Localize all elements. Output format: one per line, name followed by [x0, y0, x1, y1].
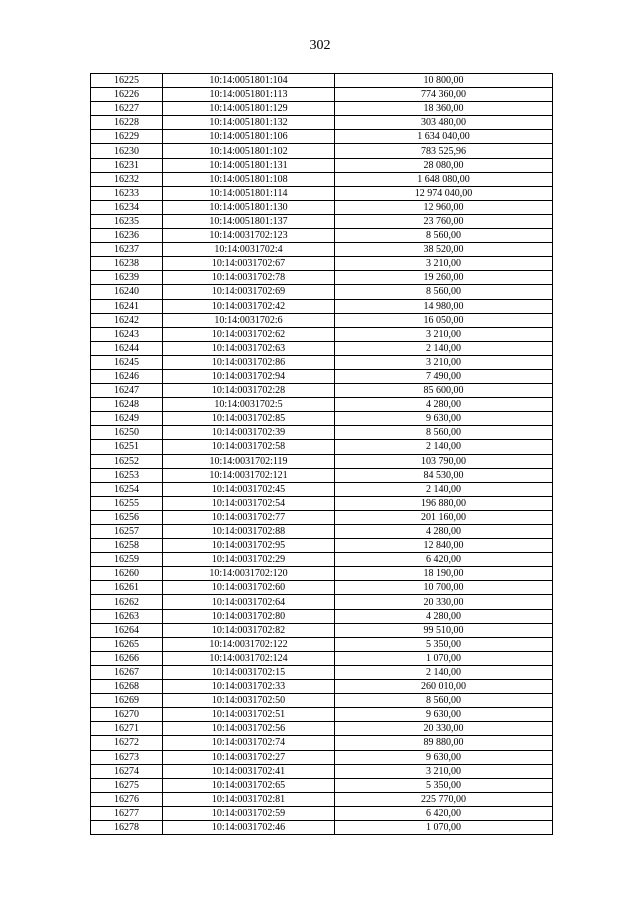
table-row: [91, 398, 553, 412]
cadastral-value-cell: 12 974 040,00: [335, 186, 553, 200]
cadastral-number-cell: 10:14:0031702:60: [163, 581, 335, 595]
row-number-cell: 16262: [91, 595, 163, 609]
cadastral-value-cell: 14 980,00: [335, 299, 553, 313]
cadastral-value-cell: 3 210,00: [335, 257, 553, 271]
row-number-cell: 16263: [91, 609, 163, 623]
table-row: [91, 172, 553, 186]
table-row: [91, 609, 553, 623]
table-row: [91, 736, 553, 750]
row-number-cell: 16227: [91, 102, 163, 116]
cadastral-number-cell: 10:14:0031702:82: [163, 623, 335, 637]
cadastral-value-cell: 9 630,00: [335, 750, 553, 764]
cadastral-number-cell: 10:14:0031702:46: [163, 820, 335, 834]
cadastral-number-cell: 10:14:0031702:6: [163, 313, 335, 327]
cadastral-number-cell: 10:14:0031702:123: [163, 229, 335, 243]
row-number-cell: 16252: [91, 454, 163, 468]
cadastral-number-cell: 10:14:0031702:86: [163, 355, 335, 369]
cadastral-number-cell: 10:14:0031702:33: [163, 680, 335, 694]
cadastral-number-cell: 10:14:0031702:41: [163, 764, 335, 778]
table-row: [91, 553, 553, 567]
table-row: [91, 665, 553, 679]
cadastral-value-cell: 303 480,00: [335, 116, 553, 130]
table-row: [91, 355, 553, 369]
cadastral-value-cell: 1 634 040,00: [335, 130, 553, 144]
cadastral-value-cell: 10 800,00: [335, 74, 553, 88]
cadastral-number-cell: 10:14:0031702:59: [163, 806, 335, 820]
row-number-cell: 16254: [91, 482, 163, 496]
cadastral-number-cell: 10:14:0031702:62: [163, 327, 335, 341]
table-row: [91, 510, 553, 524]
table-row: [91, 595, 553, 609]
table-row: [91, 778, 553, 792]
row-number-cell: 16267: [91, 665, 163, 679]
cadastral-number-cell: 10:14:0031702:58: [163, 440, 335, 454]
cadastral-number-cell: 10:14:0031702:65: [163, 778, 335, 792]
table-row: [91, 102, 553, 116]
row-number-cell: 16242: [91, 313, 163, 327]
cadastral-value-cell: 103 790,00: [335, 454, 553, 468]
table-row: [91, 496, 553, 510]
row-number-cell: 16233: [91, 186, 163, 200]
row-number-cell: 16270: [91, 708, 163, 722]
row-number-cell: 16250: [91, 426, 163, 440]
cadastral-value-cell: 20 330,00: [335, 595, 553, 609]
row-number-cell: 16231: [91, 158, 163, 172]
cadastral-number-cell: 10:14:0051801:102: [163, 144, 335, 158]
row-number-cell: 16228: [91, 116, 163, 130]
row-number-cell: 16236: [91, 229, 163, 243]
cadastral-number-cell: 10:14:0031702:77: [163, 510, 335, 524]
cadastral-number-cell: 10:14:0031702:67: [163, 257, 335, 271]
table-row: [91, 88, 553, 102]
row-number-cell: 16248: [91, 398, 163, 412]
cadastral-value-cell: 19 260,00: [335, 271, 553, 285]
cadastral-value-cell: 3 210,00: [335, 355, 553, 369]
cadastral-number-cell: 10:14:0031702:39: [163, 426, 335, 440]
cadastral-value-cell: 18 360,00: [335, 102, 553, 116]
table-row: [91, 708, 553, 722]
cadastral-value-cell: 38 520,00: [335, 243, 553, 257]
cadastral-number-cell: 10:14:0031702:63: [163, 341, 335, 355]
table-row: [91, 313, 553, 327]
row-number-cell: 16232: [91, 172, 163, 186]
table-row: [91, 792, 553, 806]
table-row: [91, 158, 553, 172]
table-row: [91, 341, 553, 355]
row-number-cell: 16258: [91, 539, 163, 553]
table-row: [91, 257, 553, 271]
cadastral-value-cell: 4 280,00: [335, 609, 553, 623]
row-number-cell: 16241: [91, 299, 163, 313]
cadastral-value-cell: 12 960,00: [335, 200, 553, 214]
row-number-cell: 16229: [91, 130, 163, 144]
cadastral-number-cell: 10:14:0031702:94: [163, 369, 335, 383]
cadastral-number-cell: 10:14:0031702:45: [163, 482, 335, 496]
cadastral-number-cell: 10:14:0051801:106: [163, 130, 335, 144]
row-number-cell: 16269: [91, 694, 163, 708]
row-number-cell: 16238: [91, 257, 163, 271]
row-number-cell: 16237: [91, 243, 163, 257]
cadastral-number-cell: 10:14:0051801:130: [163, 200, 335, 214]
table-row: [91, 722, 553, 736]
cadastral-value-cell: 225 770,00: [335, 792, 553, 806]
cadastral-number-cell: 10:14:0031702:42: [163, 299, 335, 313]
cadastral-number-cell: 10:14:0031702:124: [163, 651, 335, 665]
row-number-cell: 16244: [91, 341, 163, 355]
cadastral-value-cell: 23 760,00: [335, 214, 553, 228]
cadastral-value-cell: 9 630,00: [335, 708, 553, 722]
cadastral-value-cell: 260 010,00: [335, 680, 553, 694]
cadastral-value-cell: 99 510,00: [335, 623, 553, 637]
row-number-cell: 16259: [91, 553, 163, 567]
table-row: [91, 285, 553, 299]
cadastral-number-cell: 10:14:0051801:108: [163, 172, 335, 186]
table-row: [91, 567, 553, 581]
cadastral-value-cell: 201 160,00: [335, 510, 553, 524]
row-number-cell: 16273: [91, 750, 163, 764]
table-row: [91, 581, 553, 595]
row-number-cell: 16246: [91, 369, 163, 383]
cadastral-number-cell: 10:14:0031702:69: [163, 285, 335, 299]
table-row: [91, 637, 553, 651]
table-row: [91, 750, 553, 764]
cadastral-value-cell: 1 070,00: [335, 820, 553, 834]
row-number-cell: 16249: [91, 412, 163, 426]
row-number-cell: 16266: [91, 651, 163, 665]
row-number-cell: 16261: [91, 581, 163, 595]
table-row: [91, 130, 553, 144]
cadastral-number-cell: 10:14:0051801:137: [163, 214, 335, 228]
cadastral-value-cell: 12 840,00: [335, 539, 553, 553]
row-number-cell: 16260: [91, 567, 163, 581]
cadastral-number-cell: 10:14:0031702:50: [163, 694, 335, 708]
cadastral-value-cell: 28 080,00: [335, 158, 553, 172]
row-number-cell: 16247: [91, 384, 163, 398]
cadastral-number-cell: 10:14:0031702:4: [163, 243, 335, 257]
cadastral-number-cell: 10:14:0031702:85: [163, 412, 335, 426]
cadastral-value-cell: 20 330,00: [335, 722, 553, 736]
table-row: [91, 539, 553, 553]
table-row: [91, 271, 553, 285]
row-number-cell: 16234: [91, 200, 163, 214]
table-row: [91, 525, 553, 539]
cadastral-number-cell: 10:14:0031702:120: [163, 567, 335, 581]
row-number-cell: 16245: [91, 355, 163, 369]
row-number-cell: 16276: [91, 792, 163, 806]
row-number-cell: 16251: [91, 440, 163, 454]
row-number-cell: 16239: [91, 271, 163, 285]
cadastral-value-cell: 2 140,00: [335, 341, 553, 355]
cadastral-number-cell: 10:14:0031702:80: [163, 609, 335, 623]
table-row: [91, 116, 553, 130]
cadastral-value-cell: 89 880,00: [335, 736, 553, 750]
table-row: [91, 806, 553, 820]
cadastral-number-cell: 10:14:0051801:104: [163, 74, 335, 88]
cadastral-value-cell: 8 560,00: [335, 229, 553, 243]
cadastral-number-cell: 10:14:0031702:88: [163, 525, 335, 539]
table-row: [91, 214, 553, 228]
cadastral-number-cell: 10:14:0031702:54: [163, 496, 335, 510]
table-row: [91, 680, 553, 694]
cadastral-value-cell: 3 210,00: [335, 764, 553, 778]
cadastral-number-cell: 10:14:0031702:29: [163, 553, 335, 567]
cadastral-value-table: [90, 73, 553, 835]
cadastral-value-cell: 783 525,96: [335, 144, 553, 158]
table-row: [91, 327, 553, 341]
cadastral-value-cell: 6 420,00: [335, 806, 553, 820]
row-number-cell: 16274: [91, 764, 163, 778]
cadastral-value-cell: 8 560,00: [335, 694, 553, 708]
cadastral-number-cell: 10:14:0031702:5: [163, 398, 335, 412]
cadastral-value-cell: 18 190,00: [335, 567, 553, 581]
cadastral-value-cell: 2 140,00: [335, 482, 553, 496]
cadastral-value-cell: 3 210,00: [335, 327, 553, 341]
table-row: [91, 369, 553, 383]
table-body: [91, 74, 553, 835]
cadastral-value-cell: 2 140,00: [335, 440, 553, 454]
cadastral-value-cell: 8 560,00: [335, 426, 553, 440]
row-number-cell: 16243: [91, 327, 163, 341]
row-number-cell: 16255: [91, 496, 163, 510]
cadastral-number-cell: 10:14:0031702:74: [163, 736, 335, 750]
row-number-cell: 16272: [91, 736, 163, 750]
table-row: [91, 651, 553, 665]
row-number-cell: 16257: [91, 525, 163, 539]
row-number-cell: 16268: [91, 680, 163, 694]
page-number: 302: [309, 38, 331, 53]
table-row: [91, 412, 553, 426]
cadastral-value-cell: 2 140,00: [335, 665, 553, 679]
cadastral-value-cell: 10 700,00: [335, 581, 553, 595]
row-number-cell: 16275: [91, 778, 163, 792]
row-number-cell: 16265: [91, 637, 163, 651]
cadastral-value-cell: 6 420,00: [335, 553, 553, 567]
table-row: [91, 482, 553, 496]
table-row: [91, 299, 553, 313]
table-row: [91, 243, 553, 257]
row-number-cell: 16278: [91, 820, 163, 834]
cadastral-number-cell: 10:14:0031702:122: [163, 637, 335, 651]
cadastral-number-cell: 10:14:0031702:51: [163, 708, 335, 722]
row-number-cell: 16230: [91, 144, 163, 158]
table-row: [91, 426, 553, 440]
table-row: [91, 186, 553, 200]
cadastral-value-cell: 16 050,00: [335, 313, 553, 327]
cadastral-value-cell: 9 630,00: [335, 412, 553, 426]
table-row: [91, 74, 553, 88]
cadastral-value-cell: 4 280,00: [335, 525, 553, 539]
table-row: [91, 454, 553, 468]
table-row: [91, 200, 553, 214]
row-number-cell: 16271: [91, 722, 163, 736]
cadastral-number-cell: 10:14:0031702:95: [163, 539, 335, 553]
cadastral-value-cell: 7 490,00: [335, 369, 553, 383]
row-number-cell: 16225: [91, 74, 163, 88]
table-row: [91, 694, 553, 708]
table-row: [91, 440, 553, 454]
table-row: [91, 468, 553, 482]
cadastral-value-cell: 8 560,00: [335, 285, 553, 299]
cadastral-number-cell: 10:14:0031702:121: [163, 468, 335, 482]
cadastral-number-cell: 10:14:0051801:131: [163, 158, 335, 172]
cadastral-number-cell: 10:14:0031702:56: [163, 722, 335, 736]
cadastral-number-cell: 10:14:0051801:132: [163, 116, 335, 130]
table-row: [91, 144, 553, 158]
cadastral-number-cell: 10:14:0031702:28: [163, 384, 335, 398]
table-row: [91, 764, 553, 778]
row-number-cell: 16226: [91, 88, 163, 102]
table-row: [91, 229, 553, 243]
cadastral-value-cell: 774 360,00: [335, 88, 553, 102]
cadastral-number-cell: 10:14:0031702:15: [163, 665, 335, 679]
row-number-cell: 16235: [91, 214, 163, 228]
cadastral-value-cell: 1 648 080,00: [335, 172, 553, 186]
row-number-cell: 16277: [91, 806, 163, 820]
table-row: [91, 820, 553, 834]
cadastral-value-cell: 84 530,00: [335, 468, 553, 482]
cadastral-number-cell: 10:14:0031702:78: [163, 271, 335, 285]
cadastral-value-cell: 5 350,00: [335, 637, 553, 651]
cadastral-value-cell: 4 280,00: [335, 398, 553, 412]
row-number-cell: 16240: [91, 285, 163, 299]
cadastral-number-cell: 10:14:0051801:113: [163, 88, 335, 102]
row-number-cell: 16253: [91, 468, 163, 482]
cadastral-number-cell: 10:14:0031702:27: [163, 750, 335, 764]
cadastral-number-cell: 10:14:0051801:114: [163, 186, 335, 200]
cadastral-value-cell: 5 350,00: [335, 778, 553, 792]
cadastral-value-cell: 1 070,00: [335, 651, 553, 665]
cadastral-number-cell: 10:14:0031702:81: [163, 792, 335, 806]
cadastral-value-cell: 196 880,00: [335, 496, 553, 510]
row-number-cell: 16256: [91, 510, 163, 524]
row-number-cell: 16264: [91, 623, 163, 637]
cadastral-number-cell: 10:14:0031702:119: [163, 454, 335, 468]
cadastral-number-cell: 10:14:0051801:129: [163, 102, 335, 116]
table-row: [91, 623, 553, 637]
cadastral-number-cell: 10:14:0031702:64: [163, 595, 335, 609]
cadastral-value-cell: 85 600,00: [335, 384, 553, 398]
table-row: [91, 384, 553, 398]
